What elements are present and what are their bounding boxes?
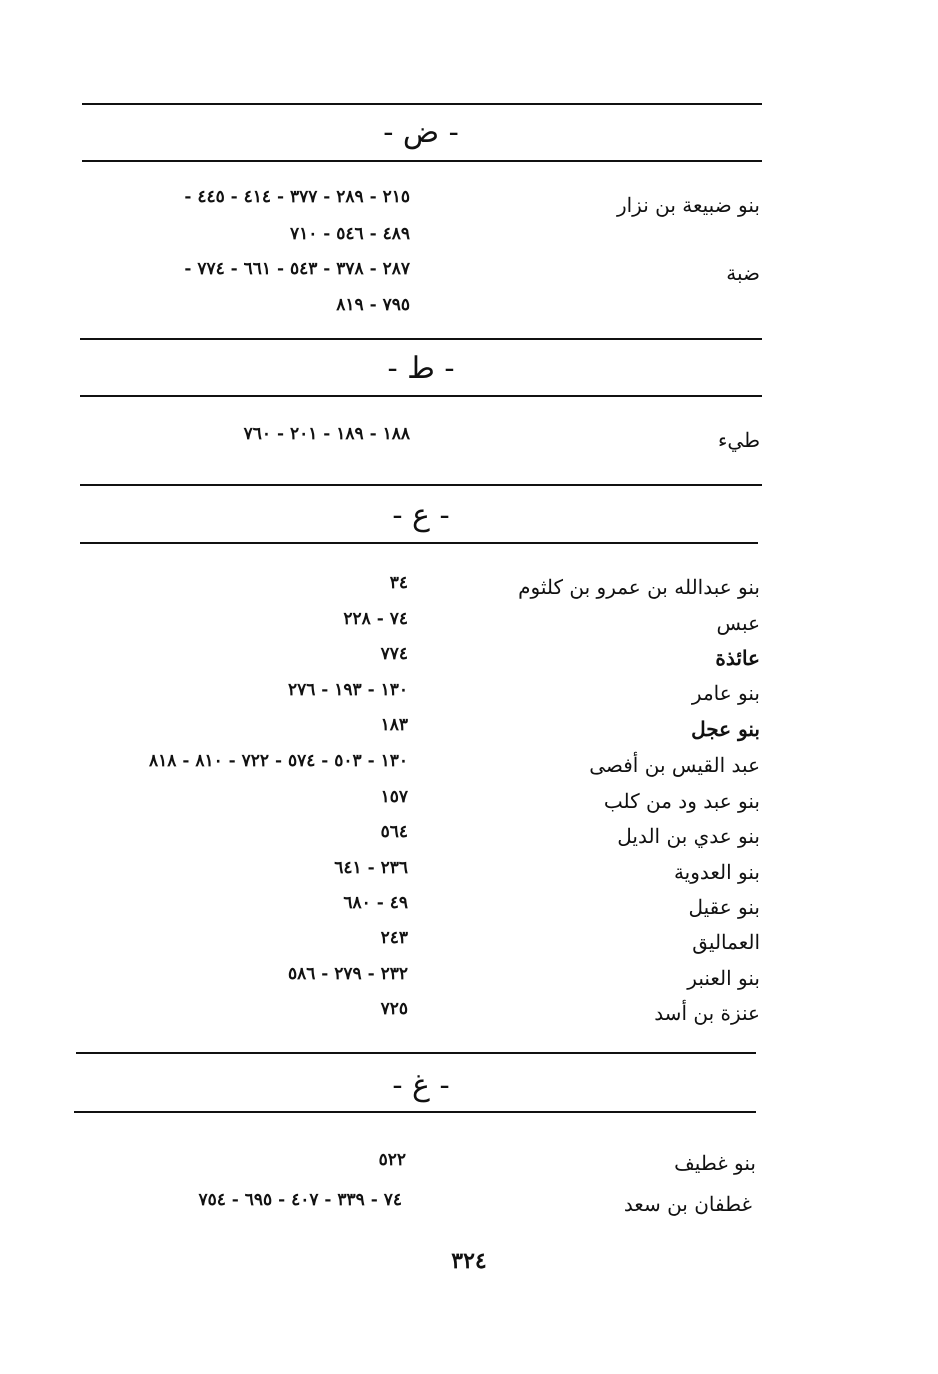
entry-pages: ٧٧٤: [380, 644, 408, 664]
entry-name: عائذة: [715, 646, 760, 670]
entry-pages: ٤٩ - ٦٨٠: [343, 893, 408, 913]
entry-pages: ١٥٧: [380, 787, 408, 807]
entry-name: العماليق: [692, 930, 760, 954]
entry-name: غطفان بن سعد: [623, 1192, 752, 1216]
section-letter-ghayn: - غ -: [392, 1068, 450, 1103]
section-letter-ta: - ط -: [387, 351, 455, 386]
entry-pages: ٧٤ - ٢٢٨: [343, 609, 408, 629]
page-number: ٣٢٤: [451, 1248, 487, 1274]
entry-pages: ٢٣٦ - ٦٤١: [334, 858, 408, 878]
entry-pages: ٧٤ - ٣٣٩ - ٤٠٧ - ٦٩٥ - ٧٥٤: [198, 1190, 402, 1210]
entry-name: عبد القيس بن أفصى: [589, 753, 760, 777]
entry-name: بنو العدوية: [673, 860, 760, 884]
section-rule-top: [76, 1052, 756, 1054]
entry-name: بنو عقيل: [688, 895, 760, 919]
entry-name: عبس: [716, 611, 760, 635]
section-rule-bottom: [80, 542, 758, 544]
entry-name: بنو عامر: [691, 681, 760, 705]
entry-pages: ٤٨٩ - ٥٤٦ - ٧١٠: [289, 224, 410, 244]
section-letter-dad: - ض -: [383, 115, 459, 150]
section-rule-bottom: [74, 1111, 756, 1113]
section-letter-ayn: - ع -: [392, 498, 450, 533]
entry-pages: ٥٢٢: [378, 1150, 406, 1170]
entry-pages: ١٨٣: [380, 715, 408, 735]
section-rule-top: [80, 484, 762, 486]
entry-pages: ٢٤٣: [380, 928, 408, 948]
section-rule-top: [80, 338, 762, 340]
section-rule-bottom: [80, 395, 762, 397]
entry-pages: ١٨٨ - ١٨٩ - ٢٠١ - ٧٦٠: [243, 424, 410, 444]
entry-pages: ١٣٠ - ١٩٣ - ٢٧٦: [287, 680, 408, 700]
section-rule-top: [82, 103, 762, 105]
entry-pages: ٧٩٥ - ٨١٩: [336, 295, 410, 315]
entry-name: بنو العنبر: [687, 966, 760, 990]
entry-pages: ٢١٥ - ٢٨٩ - ٣٧٧ - ٤١٤ - ٤٤٥ -: [184, 187, 410, 207]
entry-name: بنو عبد ود من كلب: [603, 789, 760, 813]
section-rule-bottom: [82, 160, 762, 162]
entry-pages: ١٣٠ - ٥٠٣ - ٥٧٤ - ٧٢٢ - ٨١٠ - ٨١٨: [149, 751, 408, 771]
entry-pages: ٢٨٧ - ٣٧٨ - ٥٤٣ - ٦٦١ - ٧٧٤ -: [184, 259, 410, 279]
entry-name: بنو غطيف: [674, 1151, 756, 1175]
entry-pages: ٣٤: [389, 573, 408, 593]
entry-name: بنو عجل: [691, 717, 760, 741]
entry-name: طيء: [718, 428, 760, 452]
entry-name: بنو ضبيعة بن نزار: [616, 193, 760, 217]
entry-pages: ٥٦٤: [380, 822, 408, 842]
entry-name: عنزة بن أسد: [654, 1001, 760, 1025]
entry-name: ضبة: [726, 261, 760, 285]
entry-name: بنو عبدالله بن عمرو بن كلثوم: [518, 575, 760, 599]
entry-name: بنو عدي بن الديل: [617, 824, 760, 848]
entry-pages: ٧٢٥: [380, 999, 408, 1019]
entry-pages: ٢٣٢ - ٢٧٩ - ٥٨٦: [287, 964, 408, 984]
